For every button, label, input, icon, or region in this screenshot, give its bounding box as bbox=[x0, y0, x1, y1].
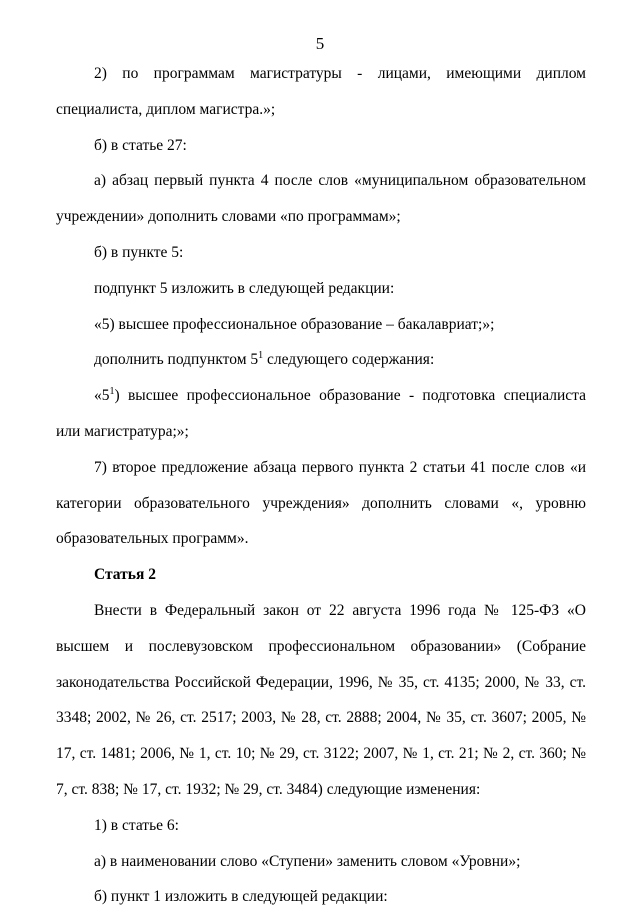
superscript: 1 bbox=[258, 350, 264, 362]
paragraph: 7) второе предложение абзаца первого пункта 2 статьи 41 после слов «и категории образовательного учреждения» дополнить словами «, уровню образовательных программ». bbox=[56, 458, 586, 548]
page-number: 5 bbox=[315, 34, 325, 53]
paragraph: Внести в Федеральный закон от 22 августа 1996 года № 125-ФЗ «О высшем и послевузовском профессиональном образовании» (Собрание законодательства Российской Федерации, 1996, № 35, ст. 4135; 2000, № 33, ст. 3348; 2002, № 26, ст. 2517; 2003, № 28, ст. 2888; 2004, № 35, ст. 3607; 2005, № 17, ст. 1481; 2006, № 1, ст. 10; № 29, ст. 3122; 2007, № 1, ст. 21; № 2, ст. 360; № 7, ст. 838; № 17, ст. 1932; № 29, ст. 3484) следующие изменения: bbox=[56, 601, 586, 798]
paragraph: б) пункт 1 изложить в следующей редакции: bbox=[94, 888, 388, 906]
paragraph-text: «5 bbox=[94, 387, 110, 405]
paragraph: б) в пункте 5: bbox=[94, 243, 184, 261]
paragraph-text: ) высшее профессиональное образование - подготовка специалиста или магистратура;»; bbox=[56, 387, 586, 440]
paragraph: б) в статье 27: bbox=[94, 136, 187, 154]
paragraph-text: дополнить подпунктом 5 bbox=[94, 351, 259, 369]
paragraph bbox=[56, 342, 586, 378]
paragraph: «5) высшее профессиональное образование – бакалавриат;»; bbox=[94, 315, 495, 333]
superscript: 1 bbox=[109, 386, 115, 398]
paragraph: а) в наименовании слово «Ступени» заменить словом «Уровни»; bbox=[94, 852, 521, 870]
paragraph-text: следующего содержания: bbox=[263, 351, 435, 369]
paragraph: 2) по программам магистратуры - лицами, имеющими диплом специалиста, диплом магистра.»; bbox=[56, 65, 586, 118]
paragraph: а) абзац первый пункта 4 после слов «муниципальном образовательном учреждении» дополнить словами «по программам»; bbox=[56, 172, 586, 226]
paragraph: 1) в статье 6: bbox=[94, 816, 179, 834]
article-heading: Статья 2 bbox=[94, 566, 156, 584]
document-body bbox=[56, 56, 586, 915]
paragraph bbox=[56, 378, 586, 450]
paragraph: подпункт 5 изложить в следующей редакции: bbox=[94, 279, 395, 297]
